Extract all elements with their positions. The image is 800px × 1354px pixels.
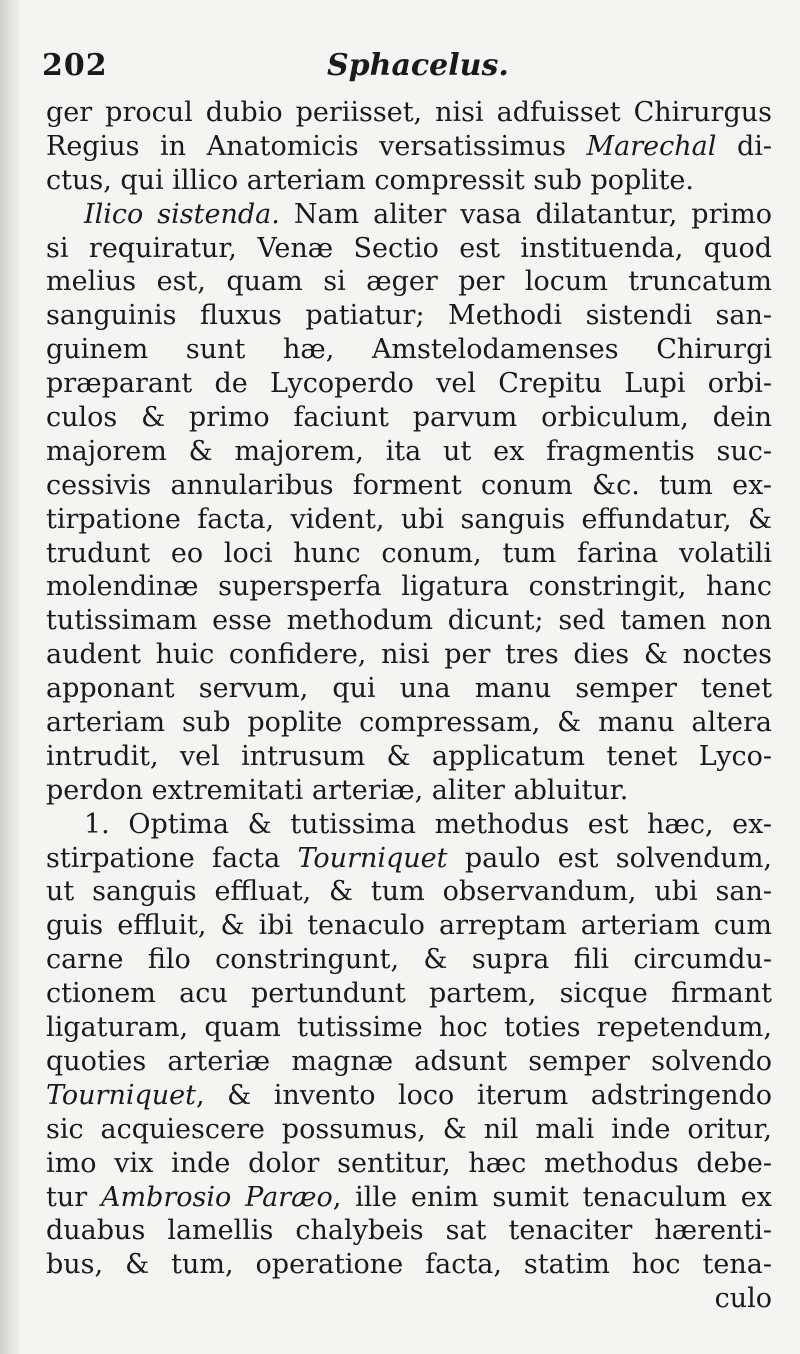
text-run: cessivis annularibus forment conum &c. tum ex- <box>46 469 772 501</box>
text-line <box>46 909 772 943</box>
text-line <box>46 774 772 808</box>
page-number: 202 <box>42 48 108 83</box>
text-run: ligaturam, quam tutissime hoc toties repetendum, <box>46 1012 772 1044</box>
text-line <box>46 1045 772 1079</box>
text-run: imo vix inde dolor sentitur, hæc methodus debe- <box>46 1147 772 1179</box>
text-run: intrudit, vel intrusum & applicatum tenet Lyco- <box>46 740 772 772</box>
text-run: quoties arteriæ magnæ adsunt semper solvendo <box>46 1045 772 1077</box>
text-line <box>46 672 772 706</box>
text-line <box>46 706 772 740</box>
body-text <box>46 96 772 1316</box>
running-title: Sphacelus. <box>327 48 509 83</box>
text-run: culos & primo faciunt parvum orbiculum, dein <box>46 402 772 434</box>
text-run: , & invento loco iterum adstringendo <box>196 1079 772 1111</box>
text-run: ctus, qui illico arteriam compressit sub poplite. <box>46 164 694 196</box>
text-run: guinem sunt hæ, Amstelodamenses Chirurgi <box>46 334 772 366</box>
text-line <box>46 164 772 198</box>
text-line <box>46 1113 772 1147</box>
text-run: duabus lamellis chalybeis sat tenaciter hærenti- <box>46 1215 772 1247</box>
text-run: trudunt eo loci hunc conum, tum farina volatili <box>46 537 772 569</box>
text-run: culo <box>714 1283 772 1315</box>
text-line <box>46 604 772 638</box>
text-run: sanguinis fluxus patiatur; Methodi sistendi san- <box>46 300 772 332</box>
text-line <box>46 265 772 299</box>
text-run: Nam aliter vasa dilatantur, primo <box>279 198 772 230</box>
text-line <box>46 537 772 571</box>
italic-run: Ilico sistenda. <box>84 198 280 230</box>
text-line <box>46 740 772 774</box>
text-run: stirpatione facta <box>46 842 298 874</box>
italic-run: Tourniquet <box>297 842 448 874</box>
text-line <box>46 570 772 604</box>
text-run: tur <box>46 1181 101 1213</box>
text-run: tutissimam esse methodum dicunt; sed tamen non <box>46 605 772 637</box>
text-line <box>46 367 772 401</box>
text-line <box>46 1011 772 1045</box>
italic-run: Ambrosio Paræo <box>101 1181 333 1213</box>
text-line <box>46 130 772 164</box>
text-run: ctionem acu pertundunt partem, sicque firmant <box>46 978 772 1010</box>
text-line <box>46 638 772 672</box>
text-run: si requiratur, Venæ Sectio est instituenda, quod <box>46 232 772 264</box>
text-run: apponant servum, qui una manu semper tenet <box>46 673 772 705</box>
text-line <box>46 875 772 909</box>
text-run: perdon extremitati arteriæ, aliter abluitur. <box>46 774 629 806</box>
text-run: molendinæ supersperfa ligatura constringit, hanc <box>46 571 772 603</box>
running-head <box>42 48 770 92</box>
italic-run: Tourniquet <box>46 1079 196 1111</box>
text-line <box>46 299 772 333</box>
text-line <box>46 808 772 842</box>
text-line <box>46 503 772 537</box>
text-run: arteriam sub poplite compressam, & manu altera <box>46 707 772 739</box>
text-line <box>46 469 772 503</box>
text-run: di- <box>716 130 773 162</box>
text-line <box>46 1282 772 1316</box>
text-line <box>46 977 772 1011</box>
text-line <box>46 96 772 130</box>
text-run: , ille enim sumit tenaculum ex <box>332 1181 773 1213</box>
text-line <box>46 198 772 232</box>
text-line <box>46 333 772 367</box>
text-run: bus, & tum, operatione facta, statim hoc tena- <box>46 1249 772 1281</box>
text-run: audent huic confidere, nisi per tres dies & noctes <box>46 639 772 671</box>
italic-run: Marechal <box>586 130 717 162</box>
text-run: sic acquiescere possumus, & nil mali inde oritur, <box>46 1113 772 1145</box>
text-line <box>46 1248 772 1282</box>
text-run: præparant de Lycoperdo vel Crepitu Lupi orbi- <box>46 368 772 400</box>
text-run: ger procul dubio periisset, nisi adfuisset Chirurgus <box>46 97 772 128</box>
text-run: 1. Optima & tutissima methodus est hæc, ex- <box>84 808 772 840</box>
text-run: ut sanguis effluat, & tum observandum, ubi san- <box>46 876 772 908</box>
text-run: tirpatione facta, vident, ubi sanguis effundatur, & <box>46 503 772 535</box>
text-line <box>46 1079 772 1113</box>
text-line <box>46 1181 772 1215</box>
text-run: guis effluit, & ibi tenaculo arreptam arteriam cum <box>46 910 772 942</box>
text-line <box>46 435 772 469</box>
text-line <box>46 1214 772 1248</box>
text-line <box>46 943 772 977</box>
text-line <box>46 1147 772 1181</box>
text-run: paulo est solvendum, <box>447 842 772 874</box>
text-line <box>46 842 772 876</box>
text-run: melius est, quam si æger per locum truncatum <box>46 266 772 298</box>
text-line <box>46 232 772 266</box>
text-run: Regius in Anatomicis versatissimus <box>46 130 587 162</box>
text-line <box>46 401 772 435</box>
text-run: majorem & majorem, ita ut ex fragmentis suc- <box>46 435 772 467</box>
text-run: carne filo constringunt, & supra fili circumdu- <box>46 944 772 976</box>
